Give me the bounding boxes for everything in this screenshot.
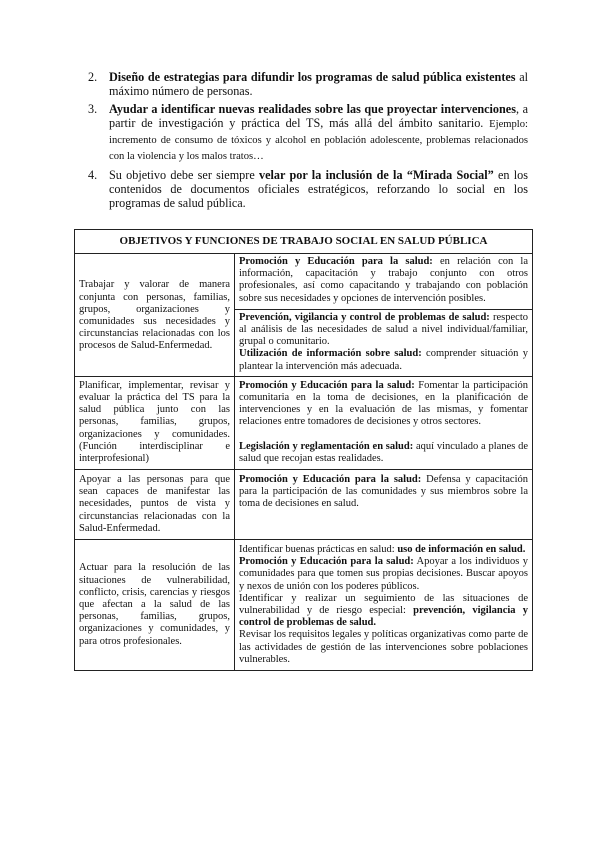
- function-text: Revisar los requisitos legales y políticas organizativas como parte de las actividades de gestión de las intervenciones sobre poblaciones vulnerables.: [239, 629, 528, 665]
- list-item-bold: Ayudar a identificar nuevas realidades sobre las que proyectar intervenciones: [109, 102, 516, 116]
- function-title: Promoción y Educación para la salud:: [239, 256, 433, 267]
- list-number: 4.: [88, 168, 98, 182]
- function-text: Fomentar la participación comunitaria en la toma de decisiones, en la planificación de intervenciones y en la evaluación de las mismas, y fomentar relaciones entre tomadores de decisiones y otros sectores.: [239, 379, 528, 428]
- function-text: en relación con la información, capacitación y trabajo conjunto con otros profesionales, así como capacitando y trabajando con población sobre sus necesidades y opciones de intervención posibles.: [239, 256, 528, 304]
- list-item-text: al máximo número de personas.: [109, 70, 528, 98]
- function-text: comprender situación y plantear la intervención más adecuada.: [239, 348, 528, 372]
- list-item: [88, 70, 528, 98]
- list-item-pre: Su objetivo debe ser siempre: [109, 168, 260, 182]
- table-row: [75, 254, 533, 377]
- list-item-example: Ejemplo: incremento de consumo de tóxicos y alcohol en población adolescente, problemas relacionados con la violencia y los malos tratos…: [109, 119, 528, 162]
- table-row: [75, 376, 533, 469]
- function-title: Prevención, vigilancia y control de problemas de salud:: [239, 311, 490, 323]
- functions-cell: [235, 470, 533, 540]
- function-title: prevención, vigilancia y control de problemas de salud.: [239, 605, 528, 629]
- objective-cell: Actuar para la resolución de las situaciones de vulnerabilidad, conflicto, crisis, carencias y riesgos que afectan a la salud de las personas, familias, grupos, organizaciones y comunidades, y para otros profesionales.: [75, 540, 235, 671]
- functions-cell: [235, 540, 533, 671]
- function-pre: Identificar y realizar un seguimiento de las situaciones de vulnerabilidad y de riesgo especial:: [239, 592, 528, 617]
- list-item-text: , a partir de investigación y práctica del TS, más allá del ámbito sanitario.: [109, 102, 528, 130]
- function-title: Utilización de información sobre salud:: [239, 348, 422, 360]
- table-header: OBJETIVOS Y FUNCIONES DE TRABAJO SOCIAL EN SALUD PÚBLICA: [75, 230, 533, 254]
- list-item-bold: Diseño de estrategias para difundir los programas de salud pública existentes: [109, 70, 516, 84]
- list-number: 2.: [88, 70, 98, 84]
- objective-cell: Apoyar a las personas para que sean capaces de manifestar las necesidades, puntos de vista y circunstancias relacionadas con la Salud-Enfermedad.: [75, 470, 235, 540]
- list-item: [88, 102, 528, 164]
- functions-cell: [235, 254, 533, 377]
- list-item: [88, 168, 528, 210]
- function-text: Apoyar a los individuos y comunidades para que tomen sus propias decisiones. Buscar apoyos y nexos de unión con los poderes públicos.: [239, 556, 528, 592]
- function-title: Legislación y reglamentación en salud:: [239, 440, 414, 452]
- objective-cell: Trabajar y valorar de manera conjunta con personas, familias, grupos, organizaciones y comunidades sus necesidades y circunstancias relacionadas con los procesos de Salud-Enfermedad.: [75, 254, 235, 377]
- function-text: Defensa y capacitación para la participación de las comunidades y sus miembros sobre la toma de decisiones en salud.: [239, 474, 528, 510]
- functions-cell: [235, 376, 533, 469]
- list-item-text: en los contenidos de documentos oficiales estratégicos, reforzando lo social en los programas de salud pública.: [109, 168, 528, 210]
- list-item-bold: velar por la inclusión de la “Mirada Social”: [259, 168, 494, 182]
- function-text: aquí vinculado a planes de salud que recojan estas realidades.: [239, 440, 528, 464]
- function-pre: Identificar buenas prácticas en salud:: [239, 544, 398, 556]
- function-title: Promoción y Educación para la salud:: [239, 379, 415, 391]
- function-title: uso de información en salud.: [397, 544, 526, 556]
- function-title: Promoción y Educación para la salud:: [239, 556, 414, 568]
- table-row: [75, 540, 533, 671]
- objectives-table: [74, 229, 533, 671]
- function-text: respecto al análisis de las necesidades de salud a nivel individual/familiar, grupal o comunitario.: [239, 311, 528, 348]
- list-number: 3.: [88, 102, 98, 116]
- function-block: [235, 310, 532, 376]
- numbered-list: [88, 70, 528, 210]
- table-row: [75, 470, 533, 540]
- function-title: Promoción y Educación para la salud:: [239, 474, 422, 486]
- objective-cell: Planificar, implementar, revisar y evaluar la práctica del TS para la salud pública junto con las personas, familias, grupos, organizaciones y comunidades. (Función interdisciplinar e interprofesional): [75, 376, 235, 469]
- function-block: [235, 254, 532, 310]
